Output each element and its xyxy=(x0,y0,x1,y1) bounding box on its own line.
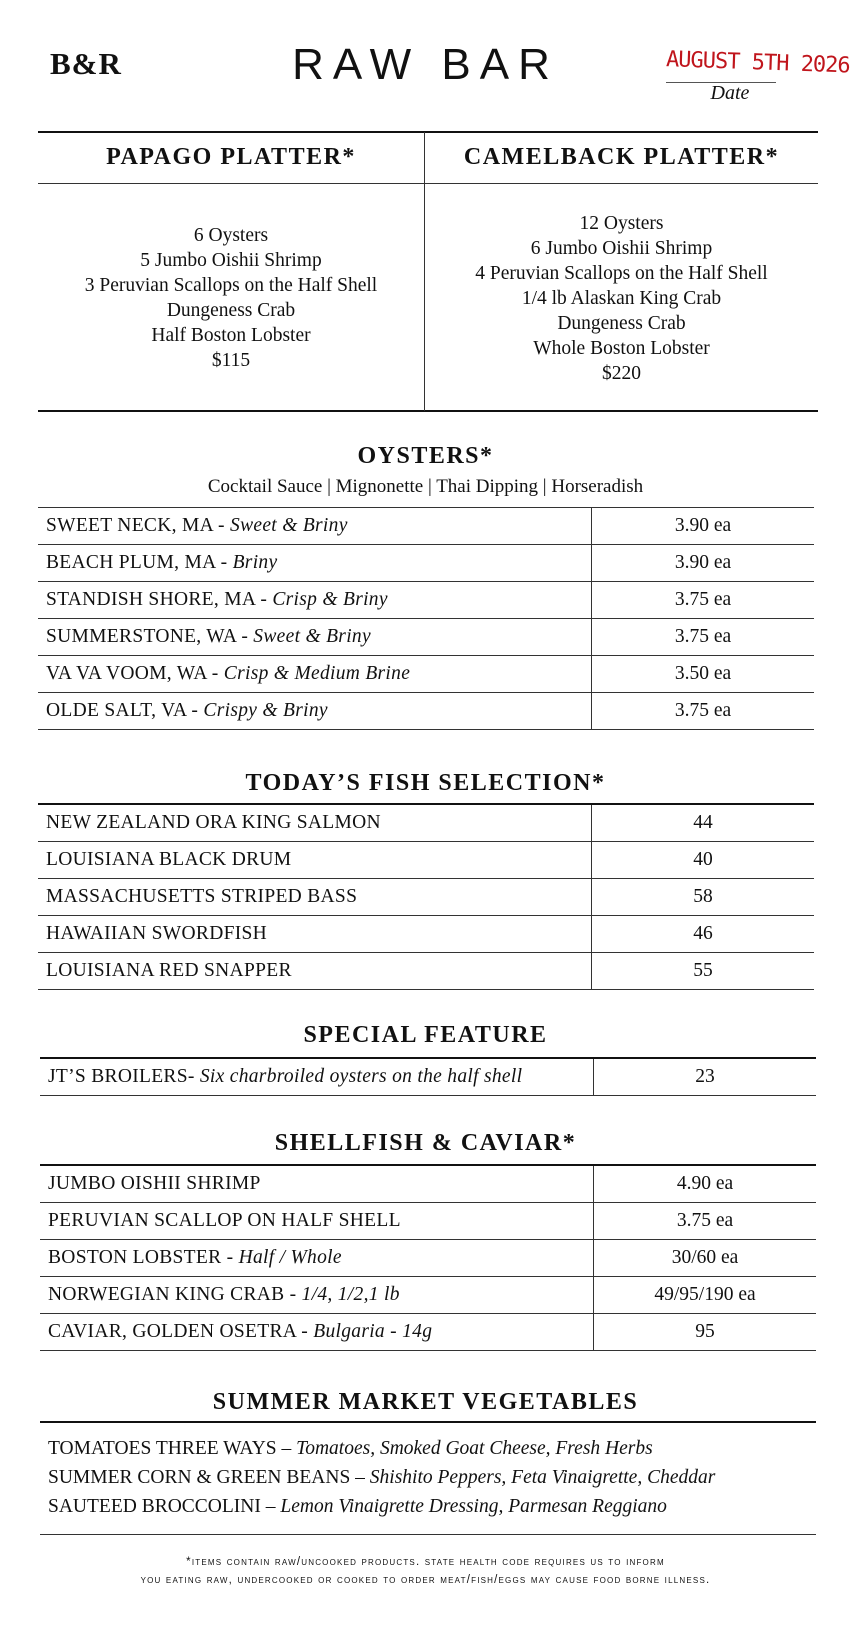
platter-item: $115 xyxy=(211,350,251,371)
platter-name-camelback: CAMELBACK PLATTER* xyxy=(463,144,780,170)
item-price: 4.90 ea xyxy=(594,1166,817,1203)
platter-item: 5 Jumbo Oishii Shrimp xyxy=(140,250,322,271)
item-description: Crisp & Medium Brine xyxy=(223,663,411,684)
table-row xyxy=(38,842,814,879)
vegetables-top-rule xyxy=(40,1421,816,1423)
item-name: MASSACHUSETTS STRIPED BASS xyxy=(46,886,358,907)
item-name: NORWEGIAN KING CRAB - xyxy=(48,1284,302,1305)
table-row xyxy=(38,582,814,619)
date-stamp: AUGUST 5TH 2026 xyxy=(665,47,851,79)
platter-item: 3 Peruvian Scallops on the Half Shell xyxy=(84,275,378,296)
item-name-cell xyxy=(38,619,592,656)
section-title-fish: TODAY’S FISH SELECTION* xyxy=(245,770,606,796)
item-description: 1/4, 1/2,1 lb xyxy=(301,1284,400,1305)
vegetable-item xyxy=(48,1492,715,1521)
item-price: 23 xyxy=(594,1059,817,1096)
item-name: NEW ZEALAND ORA KING SALMON xyxy=(46,812,381,833)
item-name-cell xyxy=(38,656,592,693)
platter-item: 6 Oysters xyxy=(193,225,269,246)
vegetable-name: TOMATOES THREE WAYS – xyxy=(48,1438,297,1459)
item-name: LOUISIANA RED SNAPPER xyxy=(46,960,292,981)
table-row xyxy=(38,693,814,730)
item-name: CAVIAR, GOLDEN OSETRA - xyxy=(48,1321,314,1342)
oysters-table xyxy=(38,508,814,730)
page-title: RAW BAR xyxy=(292,40,559,89)
table-row xyxy=(38,656,814,693)
platter-item: 12 Oysters xyxy=(579,213,664,234)
section-title-shellfish: SHELLFISH & CAVIAR* xyxy=(274,1130,577,1156)
item-description: Crisp & Briny xyxy=(272,589,388,610)
item-description: Sweet & Briny xyxy=(253,626,371,647)
platter-bottom-rule xyxy=(38,410,818,412)
item-price: 30/60 ea xyxy=(594,1240,817,1277)
item-name-cell xyxy=(38,508,592,545)
footer-disclaimer-line1: *items contain raw/uncooked products. state health code requires us to inform xyxy=(186,1556,665,1568)
footer-disclaimer-line2: you eating raw, undercooked or cooked to order meat/fish/eggs may cause food borne illness. xyxy=(140,1574,711,1586)
item-name: JUMBO OISHII SHRIMP xyxy=(48,1173,261,1194)
table-row xyxy=(38,805,814,842)
table-row xyxy=(40,1059,816,1096)
vegetables-bottom-rule xyxy=(40,1534,816,1535)
section-title-oysters: OYSTERS* xyxy=(357,443,494,469)
platter-item: 1/4 lb Alaskan King Crab xyxy=(521,288,722,309)
item-description: Sweet & Briny xyxy=(230,515,348,536)
item-name-cell xyxy=(40,1314,594,1351)
item-name: SUMMERSTONE, WA - xyxy=(46,626,254,647)
item-price: 55 xyxy=(592,953,815,990)
item-price: 95 xyxy=(594,1314,817,1351)
restaurant-logo: B&R xyxy=(50,46,122,81)
item-name-cell xyxy=(38,916,592,953)
table-row xyxy=(38,545,814,582)
item-price: 49/95/190 ea xyxy=(594,1277,817,1314)
item-name-cell xyxy=(38,805,592,842)
table-row xyxy=(40,1314,816,1351)
item-name: HAWAIIAN SWORDFISH xyxy=(46,923,268,944)
item-price: 3.75 ea xyxy=(594,1203,817,1240)
item-name: STANDISH SHORE, MA - xyxy=(46,589,273,610)
item-description: Half / Whole xyxy=(238,1247,342,1268)
platter-items-camelback xyxy=(425,211,818,386)
item-price: 3.50 ea xyxy=(592,656,815,693)
item-name-cell xyxy=(38,842,592,879)
item-name-cell xyxy=(40,1059,594,1096)
vegetable-item xyxy=(48,1434,715,1463)
item-price: 40 xyxy=(592,842,815,879)
item-description: Briny xyxy=(232,552,278,573)
vegetable-description: Lemon Vinaigrette Dressing, Parmesan Reggiano xyxy=(280,1496,667,1517)
platter-name-papago: PAPAGO PLATTER* xyxy=(106,144,356,170)
vegetable-description: Tomatoes, Smoked Goat Cheese, Fresh Herbs xyxy=(296,1438,653,1459)
item-name-cell xyxy=(38,582,592,619)
item-name-cell xyxy=(38,879,592,916)
table-row xyxy=(38,619,814,656)
item-name: BEACH PLUM, MA - xyxy=(46,552,233,573)
item-price: 58 xyxy=(592,879,815,916)
item-price: 3.90 ea xyxy=(592,508,815,545)
table-row xyxy=(40,1203,816,1240)
item-name: SWEET NECK, MA - xyxy=(46,515,231,536)
item-name-cell xyxy=(38,693,592,730)
platter-header-rule xyxy=(38,183,818,184)
item-name-cell xyxy=(40,1166,594,1203)
table-row xyxy=(38,508,814,545)
item-name-cell xyxy=(40,1277,594,1314)
item-price: 3.75 ea xyxy=(592,582,815,619)
item-name: PERUVIAN SCALLOP ON HALF SHELL xyxy=(48,1210,401,1231)
platter-item: Whole Boston Lobster xyxy=(533,338,710,359)
section-title-vegetables: SUMMER MARKET VEGETABLES xyxy=(212,1389,639,1415)
platter-item: 4 Peruvian Scallops on the Half Shell xyxy=(475,263,768,284)
vegetable-item xyxy=(48,1463,715,1492)
platter-item: 6 Jumbo Oishii Shrimp xyxy=(530,238,713,259)
special-table xyxy=(40,1059,816,1096)
item-price: 3.75 ea xyxy=(592,619,815,656)
item-name-cell xyxy=(38,953,592,990)
platter-item: Half Boston Lobster xyxy=(151,325,311,346)
item-price: 3.90 ea xyxy=(592,545,815,582)
platter-item: $220 xyxy=(602,363,641,384)
table-row xyxy=(40,1166,816,1203)
item-price: 3.75 ea xyxy=(592,693,815,730)
item-price: 44 xyxy=(592,805,815,842)
section-title-special: SPECIAL FEATURE xyxy=(303,1022,548,1048)
vegetable-name: SUMMER CORN & GREEN BEANS – xyxy=(48,1467,370,1488)
item-name: LOUISIANA BLACK DRUM xyxy=(46,849,292,870)
item-name-cell xyxy=(40,1240,594,1277)
table-row xyxy=(38,879,814,916)
item-price: 46 xyxy=(592,916,815,953)
item-name: JT’S BROILERS- xyxy=(48,1066,200,1087)
platter-item: Dungeness Crab xyxy=(166,300,296,321)
vegetables-list xyxy=(48,1434,715,1521)
item-name-cell xyxy=(40,1203,594,1240)
vegetable-name: SAUTEED BROCCOLINI – xyxy=(48,1496,281,1517)
fish-table xyxy=(38,805,814,990)
table-row xyxy=(40,1240,816,1277)
platter-items-papago xyxy=(38,223,424,373)
oyster-sauces: Cocktail Sauce | Mignonette | Thai Dipping | Horseradish xyxy=(207,476,644,497)
table-row xyxy=(40,1277,816,1314)
shellfish-table xyxy=(40,1166,816,1351)
platter-top-rule xyxy=(38,131,818,133)
item-name: BOSTON LOBSTER - xyxy=(48,1247,239,1268)
item-description: Crispy & Briny xyxy=(203,700,328,721)
item-name-cell xyxy=(38,545,592,582)
table-row xyxy=(38,953,814,990)
item-name: VA VA VOOM, WA - xyxy=(46,663,224,684)
table-row xyxy=(38,916,814,953)
item-description: Six charbroiled oysters on the half shell xyxy=(199,1066,523,1087)
item-description: Bulgaria - 14g xyxy=(313,1321,433,1342)
date-label: Date xyxy=(710,82,750,104)
vegetable-description: Shishito Peppers, Feta Vinaigrette, Cheddar xyxy=(369,1467,716,1488)
platter-item: Dungeness Crab xyxy=(557,313,686,334)
item-name: OLDE SALT, VA - xyxy=(46,700,204,721)
